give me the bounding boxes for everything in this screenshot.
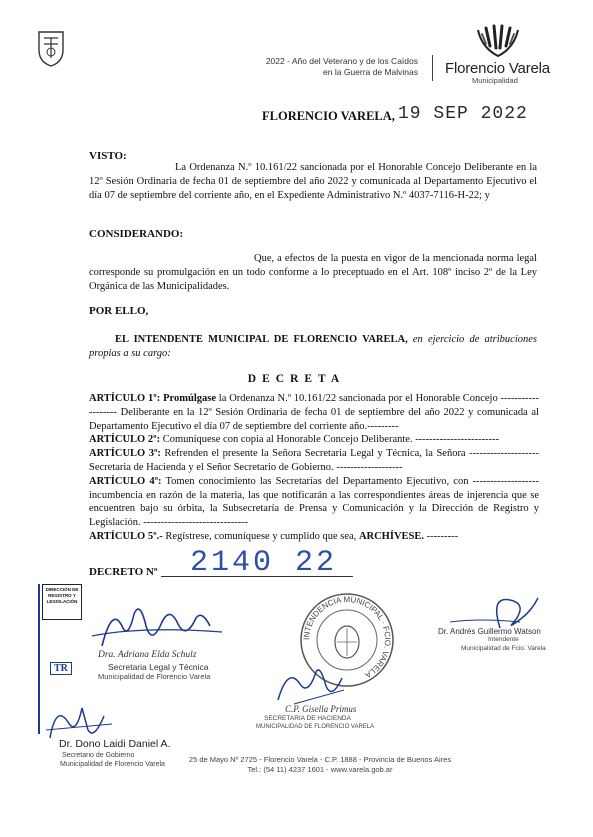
signer-hacienda-role: SECRETARIA DE HACIENDA [264, 715, 351, 722]
signer-intendente-role: Intendente [488, 636, 519, 643]
signer-intendente-org: Municipalidad de Fcio. Varela [461, 645, 546, 652]
signer-hacienda-org: MUNICIPALIDAD DE FLORENCIO VARELA [256, 724, 375, 730]
signature-intendente-icon [430, 592, 540, 632]
intendente-attributions: en ejercicio de atribuciones propias a su cargo: [89, 334, 537, 359]
signer-gobierno-name: Dr. Dono Laidi Daniel A. [59, 738, 171, 750]
article-text: Comuníquese con copia al Honorable Concejo Deliberante. ------------------------ [160, 434, 500, 446]
article-text: Tomen conocimiento las Secretarías del Departamento Ejecutivo, con ------------------- incumbencia en razón de la materia, las que notificarán a las correspondientes áreas de injerencia que se encuentren bajo su órbita, la Subsecretaría de Prensa y Comunicación y la Dirección de Registro y Legislación. ------------------------------ [89, 475, 539, 529]
article-4 [89, 475, 539, 530]
por-ello-heading: POR ELLO, [89, 305, 149, 317]
article-2 [89, 433, 539, 447]
signer-gobierno-role: Secretario de Gobierno [62, 752, 135, 759]
article-label: ARTÍCULO 2º: [89, 434, 161, 446]
article-text: Regístrese, comuníquese y cumplido que sea, [162, 530, 359, 542]
footer-address: 25 de Mayo Nº 2725 - Florencio Varela - C.P. 1888 - Provincia de Buenos Aires [188, 755, 452, 764]
considerando-heading: CONSIDERANDO: [89, 228, 184, 240]
florencio-varela-logo-icon [472, 24, 524, 62]
article-5 [89, 530, 539, 544]
signer-legal-name: Dra. Adriana Elda Schulz [98, 650, 197, 660]
date-stamp: 19 SEP 2022 [398, 104, 528, 124]
article-label: ARTÍCULO 1º: [89, 393, 161, 404]
municipal-crest-icon [36, 28, 66, 68]
decreta-heading: DECRETA [247, 373, 346, 385]
intendente-statement [89, 333, 537, 361]
decreto-number-stamp: 2140 22 [190, 546, 338, 580]
footer-contact: Tel.: (54 11) 4237 1601 - www.varela.gob.ar [247, 765, 393, 774]
header-divider [432, 55, 433, 81]
article-label: ARTÍCULO 3º: [89, 448, 161, 460]
signature-hacienda-icon [264, 660, 374, 706]
article-label: ARTÍCULO 4º: [89, 475, 162, 487]
article-dash: --------- [424, 530, 459, 542]
stamp-line-2: REGISTRO Y [48, 593, 76, 598]
decreto-label: DECRETO Nº [89, 566, 158, 578]
signer-legal-role: Secretaria Legal y Técnica [108, 662, 209, 672]
motto-line-1: 2022 - Año del Veterano y de los Caídos [265, 56, 418, 66]
article-1 [89, 392, 539, 433]
article-label: ARTÍCULO 5º.- [89, 530, 163, 542]
article-tail: ARCHÍVESE. [358, 530, 424, 542]
article-text: Refrenden el presente la Señora Secretaria Legal y Técnica, la Señora -------------------- Secretaria de Hacienda y el Señor Secretario de Gobierno. ------------------- [89, 448, 539, 473]
signer-hacienda-name: C.P. Gisella Primus [285, 704, 357, 714]
header-motto [222, 56, 418, 78]
brand-name: Florencio Varela [445, 60, 550, 77]
article-3 [89, 447, 539, 475]
margin-ink-line [38, 584, 40, 734]
motto-line-2: en la Guerra de Malvinas [323, 67, 418, 77]
articles-list [89, 392, 539, 544]
brand-subtitle: Municipalidad [472, 76, 518, 85]
article-text: la Ordenanza N.º 10.161/22 sancionada por el Honorable Concejo ------------------- Deliberante en la 12º Sesión Ordinaria de fecha 01 de septiembre del año 2022 y comunicada al Departamento Ejecutivo el día 07 de septiembre del corriente año.--------- [89, 393, 540, 432]
visto-heading: VISTO: [89, 150, 127, 162]
registro-stamp [42, 584, 82, 620]
seal-text: INTENDENCIA MUNICIPAL · FCIO. VARELA [301, 594, 393, 680]
stamp-line-1: DIRECCIÓN DE [45, 587, 79, 592]
place-label: FLORENCIO VARELA, [262, 109, 395, 123]
visto-text: La Ordenanza N.º 10.161/22 sancionada por el Honorable Concejo Deliberante en la 12º Sesión Ordinaria de fecha 01 de septiembre del año 2022 y comunicada al Departamento Ejecutivo el día 07 de septiembre del corriente año, en el Expediente Administrativo N.º 4037-7116-H-22; y [89, 162, 537, 201]
signer-gobierno-org: Municipalidad de Florencio Varela [60, 761, 165, 768]
page-footer [170, 755, 470, 775]
initials-mark: TR [50, 662, 72, 675]
signer-legal-org: Municipalidad de Florencio Varela [98, 672, 211, 681]
article-lead: Promúlgase [163, 393, 216, 404]
stamp-line-3: LEGISLACIÓN [46, 599, 78, 604]
considerando-text: Que, a efectos de la puesta en vigor de la mencionada norma legal corresponde su promulgación en un todo conforme a lo preceptuado en el Art. 108º inciso 2º de la Ley Orgánica de las Municipalidades. [89, 253, 537, 292]
intendente-title: EL INTENDENTE MUNICIPAL DE FLORENCIO VARELA, [115, 334, 408, 345]
signer-intendente-name: Dr. Andrés Guillermo Watson [438, 627, 541, 636]
